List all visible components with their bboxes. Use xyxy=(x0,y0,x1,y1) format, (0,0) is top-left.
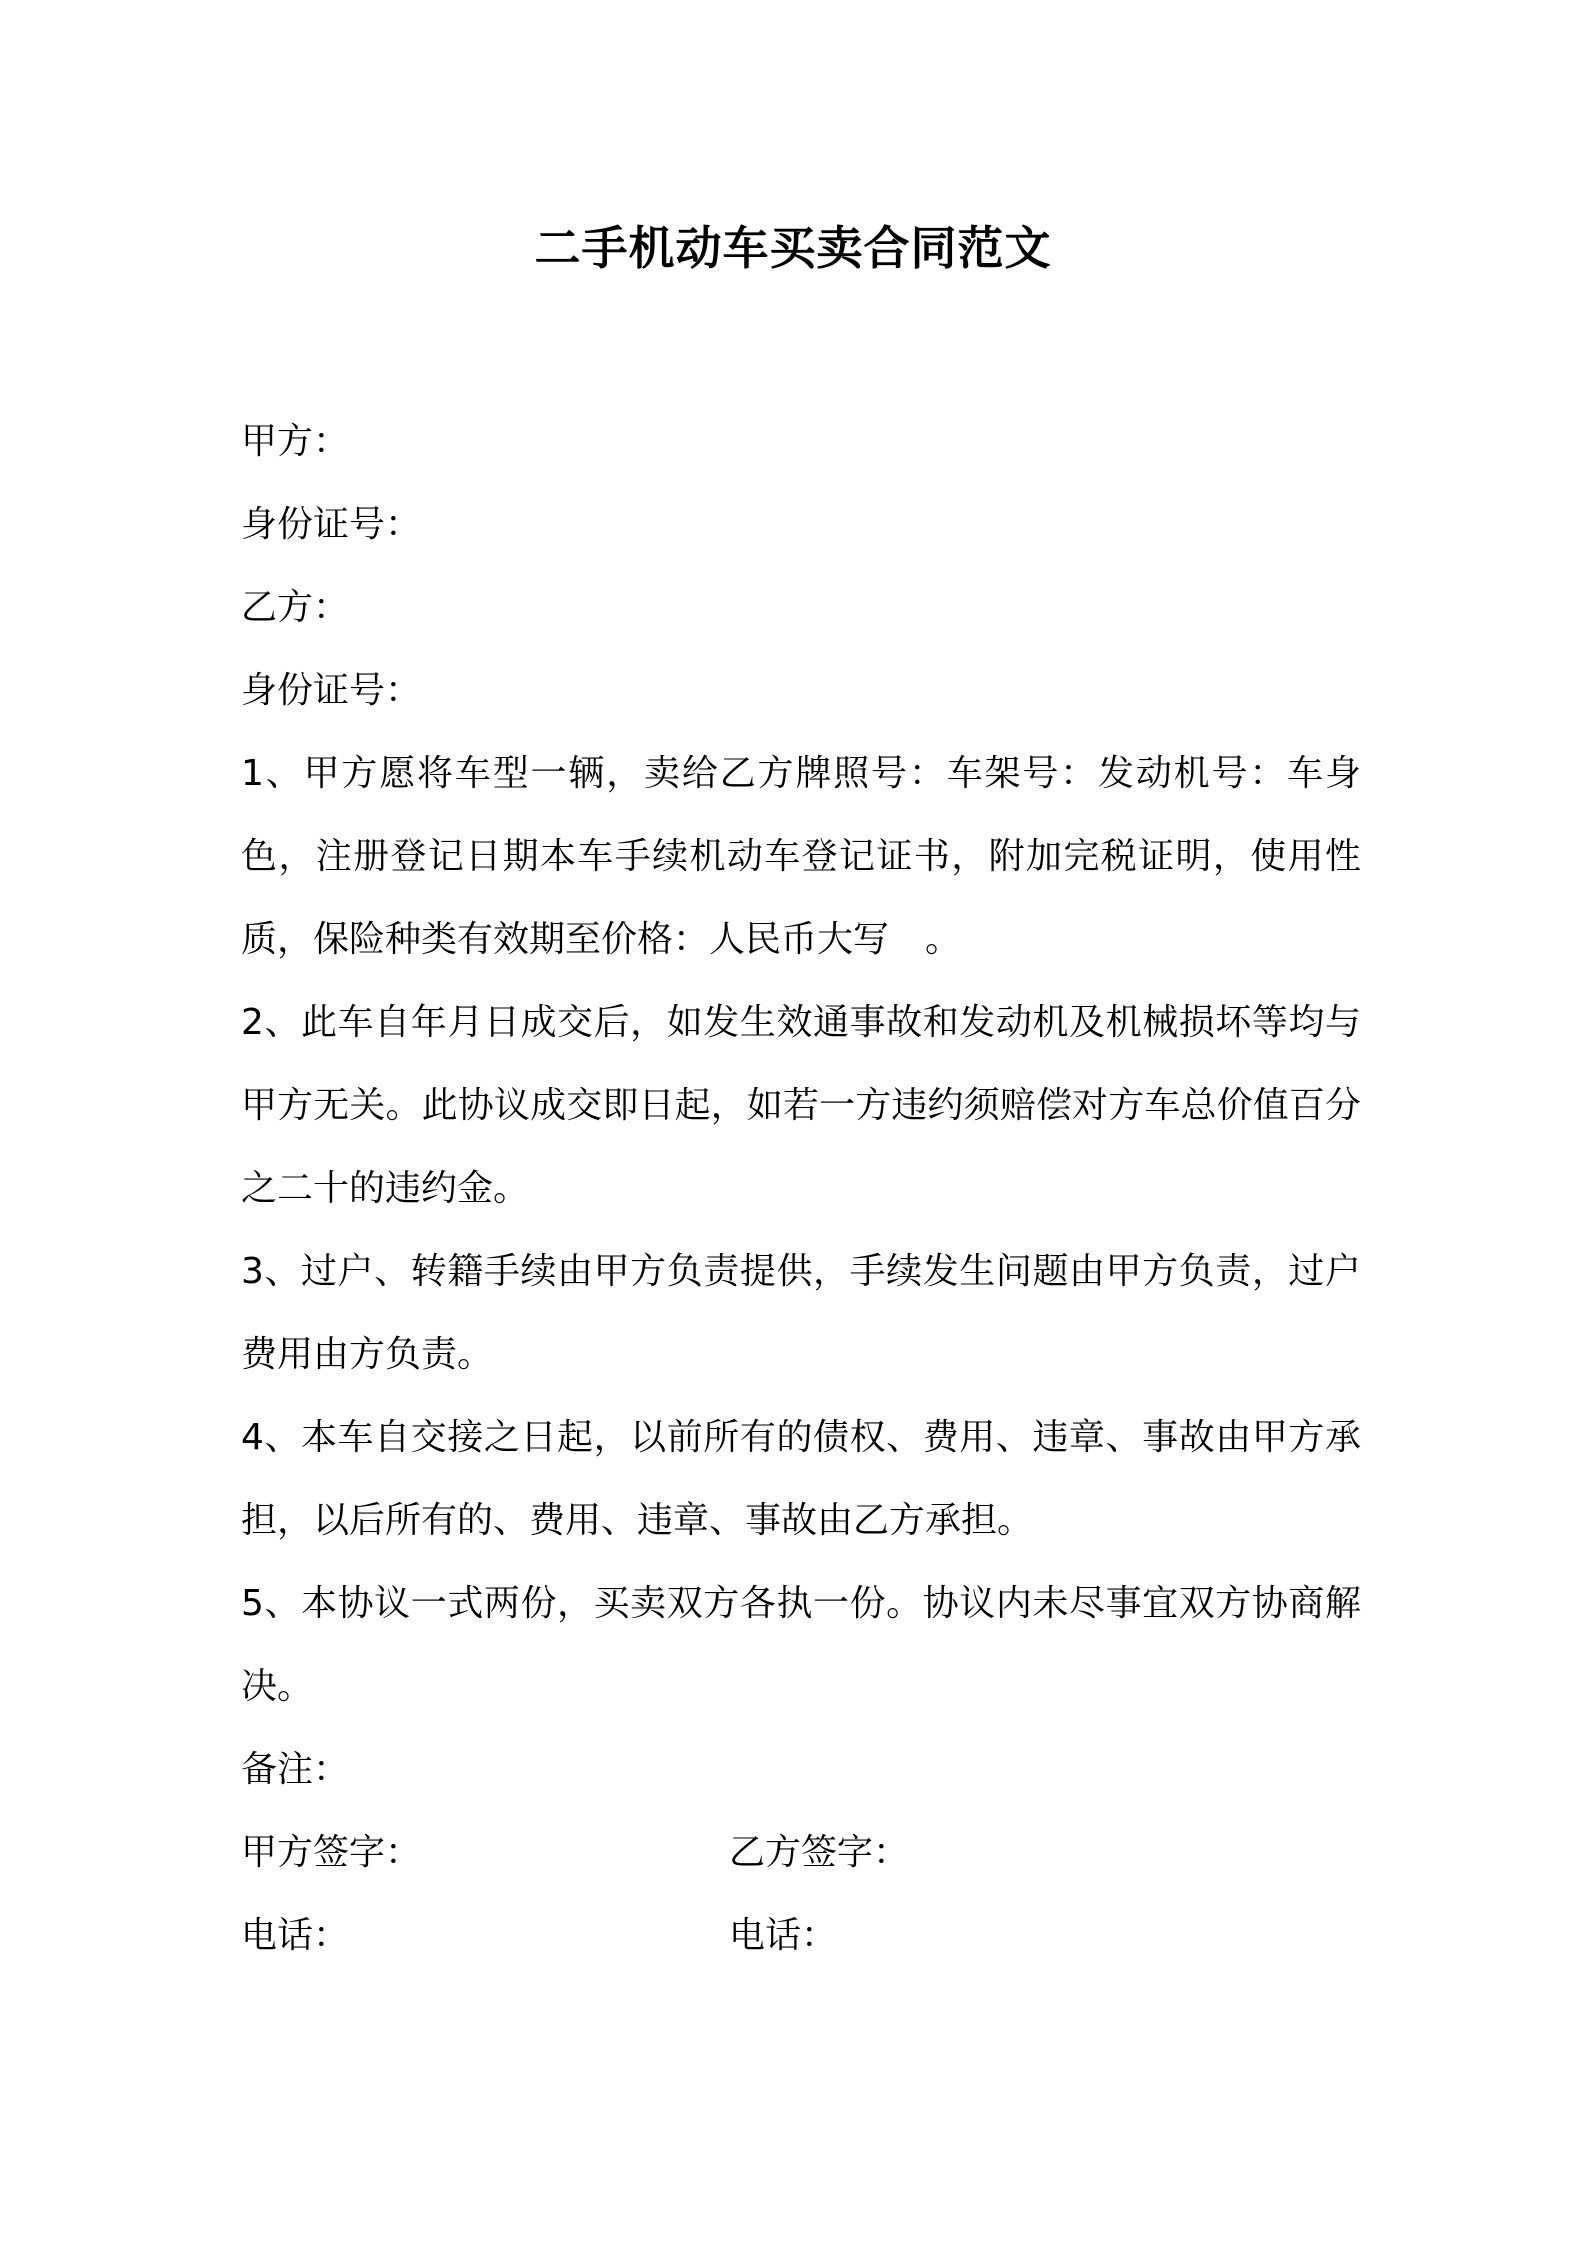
document-title: 二手机动车买卖合同范文 xyxy=(534,221,1052,275)
party-a-sign-label: 甲方签字： xyxy=(241,1832,422,1873)
party-b-sign-label: 乙方签字： xyxy=(729,1832,910,1873)
clause-1: 1、甲方愿将车型一辆，卖给乙方牌照号：车架号：发动机号：车身色，注册登记日期本车手续机动车登记证书，附加完税证明，使用性质，保险种类有效期至价格：人民币大写 。 xyxy=(241,753,1361,960)
party-a-phone-label: 电话： xyxy=(241,1915,350,1956)
document-body xyxy=(241,400,1361,1977)
remarks-label: 备注： xyxy=(241,1749,350,1790)
party-a-id-label: 身份证号： xyxy=(241,504,422,545)
clause-4: 4、本车自交接之日起，以前所有的债权、费用、违章、事故由甲方承担，以后所有的、费用、违章、事故由乙方承担。 xyxy=(241,1417,1361,1541)
phone-row xyxy=(241,1894,1361,1977)
party-a-label: 甲方： xyxy=(241,421,350,462)
party-b-label: 乙方： xyxy=(241,587,350,628)
signature-row xyxy=(241,1811,1361,1894)
party-b-phone-label: 电话： xyxy=(729,1915,838,1956)
party-b-id-label: 身份证号： xyxy=(241,670,422,711)
clause-2: 2、此车自年月日成交后，如发生效通事故和发动机及机械损坏等均与甲方无关。此协议成交即日起，如若一方违约须赔偿对方车总价值百分之二十的违约金。 xyxy=(241,1002,1361,1209)
clause-5: 5、本协议一式两份，买卖双方各执一份。协议内未尽事宜双方协商解决。 xyxy=(241,1583,1361,1707)
clause-3: 3、过户、转籍手续由甲方负责提供，手续发生问题由甲方负责，过户费用由方负责。 xyxy=(241,1251,1361,1375)
